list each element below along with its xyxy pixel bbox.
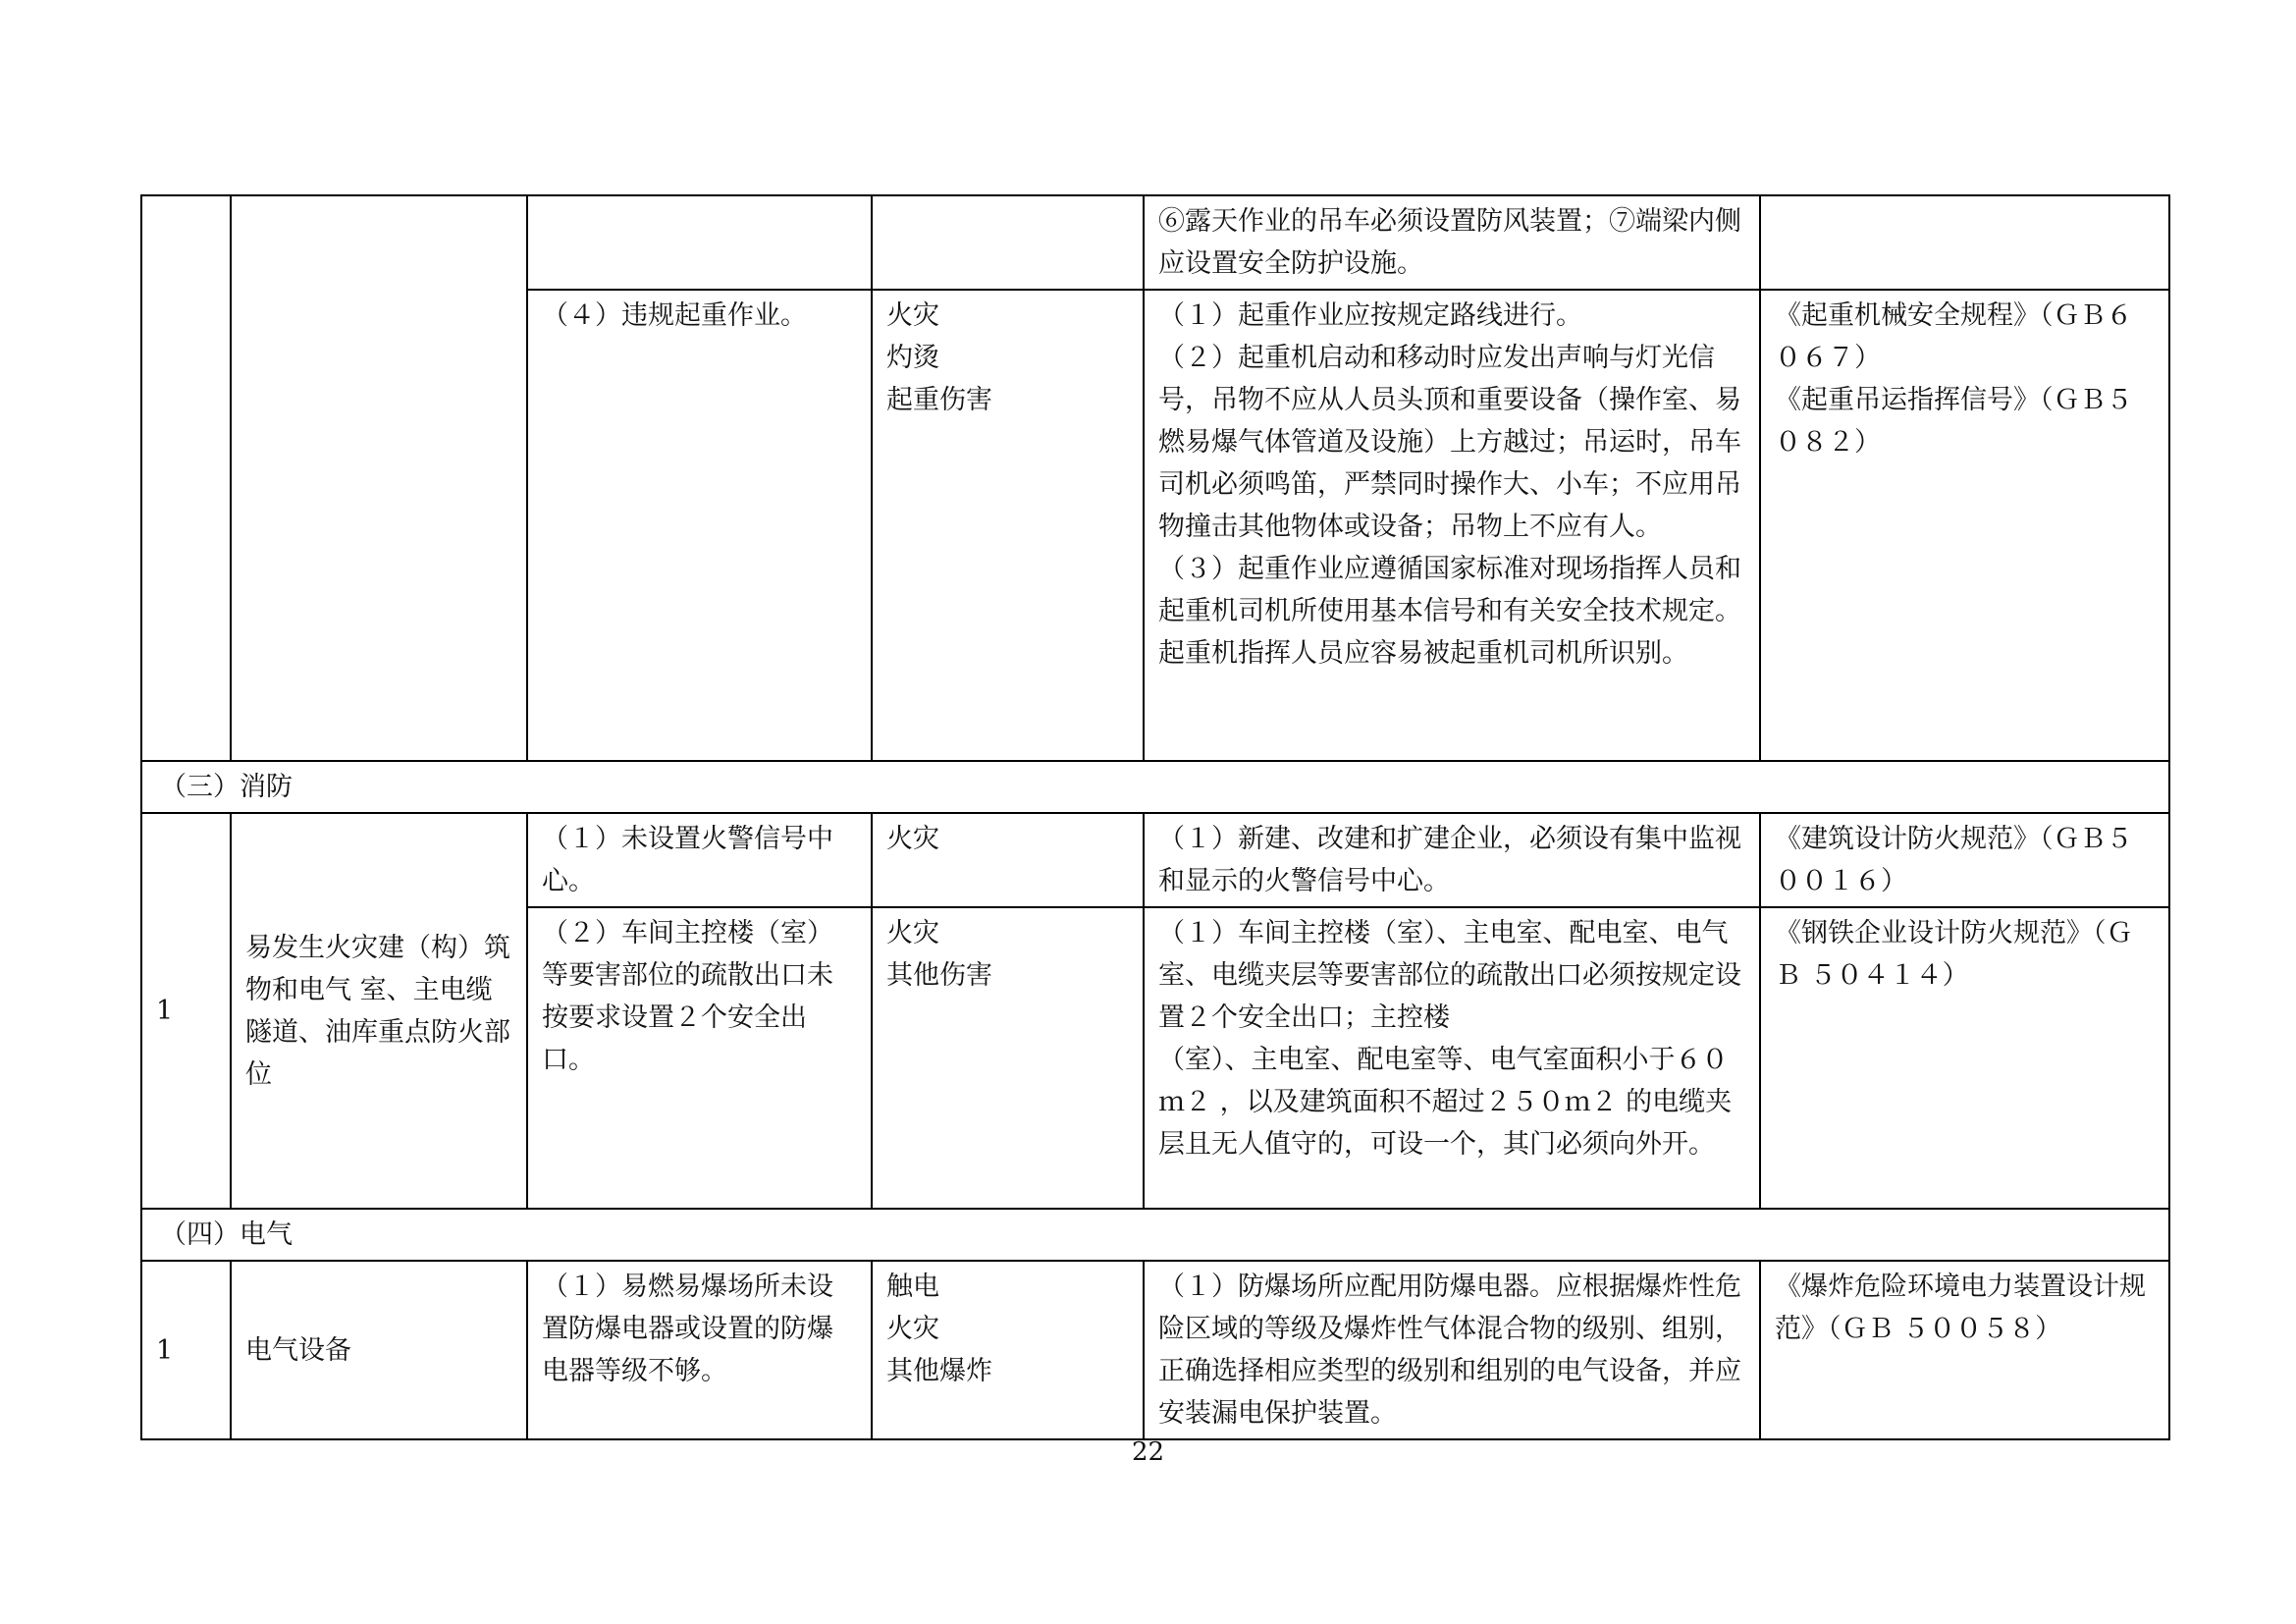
- consequence-item: 火灾: [886, 1314, 939, 1344]
- no-cell: [141, 195, 231, 761]
- place-cell: 电气设备: [231, 1261, 527, 1439]
- hazard-table: [140, 194, 2170, 1440]
- standard-text: 《建筑设计防火规范》（ＧＢ５００１６）: [1775, 824, 2133, 896]
- consequence-item: 其他爆炸: [886, 1356, 992, 1386]
- measures-cell: [1144, 813, 1760, 907]
- hazard-cell: （４）违规起重作业。: [527, 290, 872, 761]
- measure-text: （３）起重作业应遵循国家标准对现场指挥人员和起重机司机所使用基本信号和有关安全技术规定。起重机指挥人员应容易被起重机司机所识别。: [1158, 554, 1741, 669]
- consequence-cell: [872, 1261, 1144, 1439]
- consequence-item: 触电: [886, 1272, 939, 1302]
- standard-text: 《爆炸危险环境电力装置设计规范》（ＧＢ ５００５８）: [1775, 1272, 2146, 1344]
- section-title: （四）电气: [141, 1209, 2169, 1261]
- measure-text: （１）防爆场所应配用防爆电器。应根据爆炸性危险区域的等级及爆炸性气体混合物的级别、组别，正确选择相应类型的级别和组别的电气设备，并应安装漏电保护装置。: [1158, 1272, 1741, 1429]
- table-row: [141, 195, 2169, 290]
- consequence-cell: [872, 290, 1144, 761]
- consequence-cell: [872, 907, 1144, 1209]
- consequence-item: 起重伤害: [886, 385, 992, 415]
- consequence-item: 火灾: [886, 918, 939, 948]
- section-header-row: [141, 761, 2169, 813]
- standard-text: 《起重吊运指挥信号》（ＧＢ５０８２）: [1775, 385, 2133, 458]
- section-header-row: [141, 1209, 2169, 1261]
- no-cell: 1: [141, 1261, 231, 1439]
- measures-cell: [1144, 195, 1760, 290]
- consequence-cell: [872, 195, 1144, 290]
- measure-text: （２）起重机启动和移动时应发出声响与灯光信号，吊物不应从人员头顶和重要设备（操作室、易燃易爆气体管道及设施）上方越过；吊运时，吊车司机必须鸣笛，严禁同时操作大、小车；不应用吊物撞击其他物体或设备；吊物上不应有人。: [1158, 343, 1741, 542]
- consequence-cell: [872, 813, 1144, 907]
- measure-text: （１）起重作业应按规定路线进行。: [1158, 300, 1582, 331]
- section-title: （三）消防: [141, 761, 2169, 813]
- consequence-item: 火灾: [886, 824, 939, 854]
- measure-text: ⑥露天作业的吊车必须设置防风装置；⑦端梁内侧应设置安全防护设施。: [1158, 206, 1741, 279]
- standards-cell: [1760, 813, 2169, 907]
- place-cell: 易发生火灾建（构）筑物和电气 室、主电缆隧道、油库重点防火部位: [231, 813, 527, 1209]
- measures-cell: [1144, 907, 1760, 1209]
- standards-cell: [1760, 195, 2169, 290]
- hazard-cell: [527, 195, 872, 290]
- standards-cell: [1760, 907, 2169, 1209]
- measure-text: （１）新建、改建和扩建企业，必须设有集中监视和显示的火警信号中心。: [1158, 824, 1741, 896]
- page-number: 22: [1131, 1437, 1165, 1467]
- table-row: [141, 1261, 2169, 1439]
- measure-text: （室）、主电室、配电室等、电气室面积小于６０ｍ２ ，以及建筑面积不超过２５０ｍ２ 的电缆夹层且无人值守的，可设一个，其门必须向外开。: [1158, 1045, 1733, 1160]
- hazard-cell: （２）车间主控楼（室）等要害部位的疏散出口未按要求设置２个安全出口。: [527, 907, 872, 1209]
- consequence-item: 火灾: [886, 300, 939, 331]
- consequence-item: 灼烫: [886, 343, 939, 373]
- table-row: [141, 813, 2169, 907]
- place-cell: [231, 195, 527, 761]
- standard-text: 《钢铁企业设计防火规范》（ＧＢ ５０４１４）: [1775, 918, 2133, 991]
- measure-text: （１）车间主控楼（室）、主电室、配电室、电气室、电缆夹层等要害部位的疏散出口必须按规定设置２个安全出口；主控楼: [1158, 918, 1741, 1033]
- standards-cell: [1760, 1261, 2169, 1439]
- no-cell: 1: [141, 813, 231, 1209]
- hazard-cell: （１）易燃易爆场所未设置防爆电器或设置的防爆电器等级不够。: [527, 1261, 872, 1439]
- measures-cell: [1144, 290, 1760, 761]
- standard-text: 《起重机械安全规程》（ＧＢ６０６７）: [1775, 300, 2133, 373]
- measures-cell: [1144, 1261, 1760, 1439]
- consequence-item: 其他伤害: [886, 960, 992, 991]
- standards-cell: [1760, 290, 2169, 761]
- hazard-cell: （１）未设置火警信号中心。: [527, 813, 872, 907]
